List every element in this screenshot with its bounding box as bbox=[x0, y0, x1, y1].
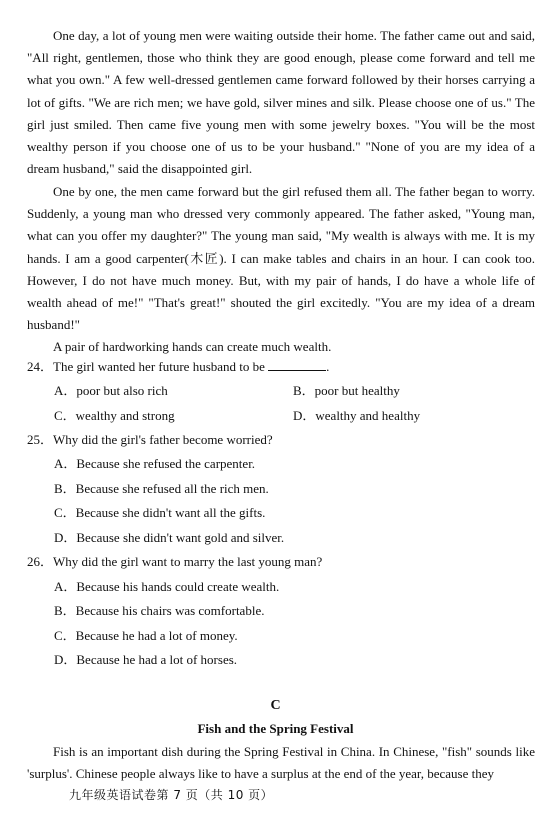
question-25-option-b: B．Because she refused all the rich men. bbox=[54, 481, 269, 496]
question-25-option-d: D．Because she didn't want gold and silver. bbox=[54, 530, 285, 545]
question-26-option-c: C．Because he had a lot of money. bbox=[54, 628, 238, 643]
answer-blank bbox=[268, 359, 326, 371]
section-title: Fish and the Spring Festival bbox=[197, 721, 354, 736]
question-25-stem: 25．Why did the girl's father become worried? bbox=[27, 432, 273, 447]
question-26-option-b: B．Because his chairs was comfortable. bbox=[54, 603, 265, 618]
question-26-stem: 26．Why did the girl want to marry the last young man? bbox=[27, 554, 323, 569]
question-24-option-d: D．wealthy and healthy bbox=[293, 408, 421, 423]
page-footer: 九年级英语试卷第 7 页（共 10 页） bbox=[69, 788, 274, 802]
question-25-option-a: A．Because she refused the carpenter. bbox=[54, 456, 256, 471]
passage-paragraph-3: A pair of hardworking hands can create much wealth. bbox=[53, 339, 332, 354]
question-26-option-a: A．Because his hands could create wealth. bbox=[54, 579, 280, 594]
section-letter: C bbox=[270, 698, 281, 713]
question-24-option-c: C．wealthy and strong bbox=[54, 408, 175, 423]
section-c-paragraph-1: Fish is an important dish during the Spring Festival in China. In Chinese, "fish" sounds like 'surplus'. Chinese people always like to have a surplus at the end of the year, because they bbox=[27, 744, 535, 782]
passage-paragraph-1: One day, a lot of young men were waiting outside their home. The father came out and said, "All right, gentlemen, those who think they are good enough, please come forward and tell me what you own." A few well-dressed gentlemen came forward followed by their horses carrying a lot of gifts. "We are rich men; we have gold, silver mines and silk. Please choose one of us." The girl just smiled. Then came five young men with some jewelry boxes. "You will be the most wealthy person if you choose one of us to be your husband." "None of you are my idea of a dream husband," said the disappointed girl. bbox=[27, 28, 535, 177]
passage-paragraph-2: One by one, the men came forward but the girl refused them all. The father began to worry. Suddenly, a young man who dressed very commonly appeared. The father asked, "Young man, what can you offer my daughter?" The young man said, "My wealth is always with me. It is my hands. I am a good carpenter(木匠). I can make tables and chairs in an hour. I can cook too. However, I do not have much money. But, with my pair of hands, I do have a whole life of wealth ahead of me!" "That's great!" shouted the girl excitedly. "You are my idea of a dream husband!" bbox=[27, 184, 535, 333]
question-24-option-a: A．poor but also rich bbox=[54, 383, 168, 398]
question-24-option-b: B．poor but healthy bbox=[293, 383, 400, 398]
question-26-option-d: D．Because he had a lot of horses. bbox=[54, 652, 238, 667]
question-24-stem: 24．The girl wanted her future husband to be . bbox=[27, 359, 330, 374]
question-25-option-c: C．Because she didn't want all the gifts. bbox=[54, 505, 266, 520]
